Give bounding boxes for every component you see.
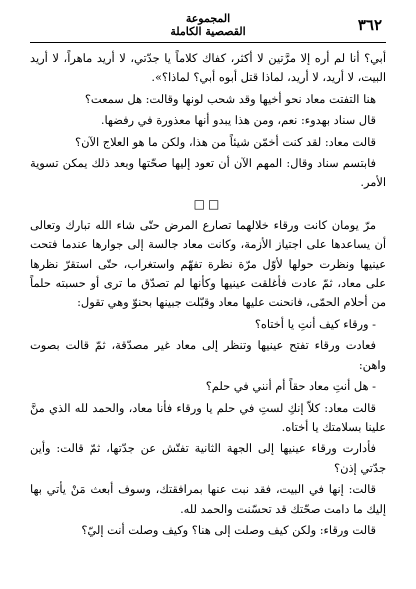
- page-number: ٣٦٢: [357, 16, 382, 34]
- dialogue-line: - هل أنتِ معاد حقاً أم أنني في حلم؟: [205, 379, 376, 394]
- running-title-line-2: القصصية الكاملة: [170, 25, 246, 38]
- running-title: [170, 12, 245, 38]
- paragraph: هنا التفتت معاد نحو أخيها وقد شحب لونها وقالت: هل سمعت؟: [84, 91, 376, 106]
- dialogue-line: - ورقاء كيف أنتِ يا أختاه؟: [254, 316, 376, 331]
- paragraph-continuation: أبي؟ أنا لم أره إلا مرَّتين لا أكثر، كفاك كلاماً يا جدّتي، لا أريد ماهراً، لا أريد البيت، لا أريد، لا أريد، لماذا قتل أبوه أبي؟ لماذا؟».: [30, 51, 386, 85]
- paragraph: مرّ يومان كانت ورقاء خلالهما تصارع المرض حتّى شاء الله تبارك وتعالى أن يساعدها على اجتياز الأزمة، وكانت معاد جالسة إلى جوارها عندما فتحت عينيها ونظرت حولها لأوّل مرّة نظرة تفهّم واستغراب، حتّى استقرّ نظرها على معاد، ثمّ عادت فأغلقت عينيها وكأنها لم تصدّق ما ترى أو حسبته حلماً من أحلام الحمّى، فانحنت عليها معاد وقبّلت جبينها بحنوّ وهي تقول:: [30, 217, 386, 310]
- paragraph: فعادت ورقاء تفتح عينيها وتنظر إلى معاد غير مصدّقة، ثمّ قالت بصوت واهن:: [30, 338, 386, 372]
- paragraph: قالت معاد: لقد كنت أخمّن شيئاً من هذا، ولكن ما هو العلاج الآن؟: [75, 134, 376, 149]
- paragraph: قالت معاد: كلاّ إنكِ لستِ في حلم يا ورقاء فأنا معاد، والحمد لله الذي منَّ علينا بسلامتك يا أختاه.: [30, 400, 386, 434]
- section-separator: □□: [193, 196, 223, 211]
- paragraph: فأدارت ورقاء عينيها إلى الجهة الثانية تفتّش عن جدّتها، ثمّ قالت: وأين جدّتي إذن؟: [30, 441, 386, 475]
- page-body: [30, 49, 386, 540]
- paragraph: قال سناد بهدوء: نعم، ومن هذا يبدو أنها معذورة في رفضها.: [100, 113, 376, 128]
- paragraph: قالت: إنها في البيت، فقد نبت عنها بمرافقتك، وسوف أبعث مَنْ يأتي بها إليك ما دامت صحّتك قد تحسّنت والحمد لله.: [30, 482, 386, 516]
- page-header: [30, 14, 386, 43]
- paragraph: قالت ورقاء: ولكن كيف وصلت إلى هنا؟ وكيف وصلت أنت إليّ؟: [81, 522, 376, 537]
- paragraph: فابتسم سناد وقال: المهم الآن أن تعود إليها صحّتها وبعد ذلك يمكن تسوية الأمر.: [30, 156, 386, 190]
- running-title-line-1: المجموعة: [185, 12, 231, 25]
